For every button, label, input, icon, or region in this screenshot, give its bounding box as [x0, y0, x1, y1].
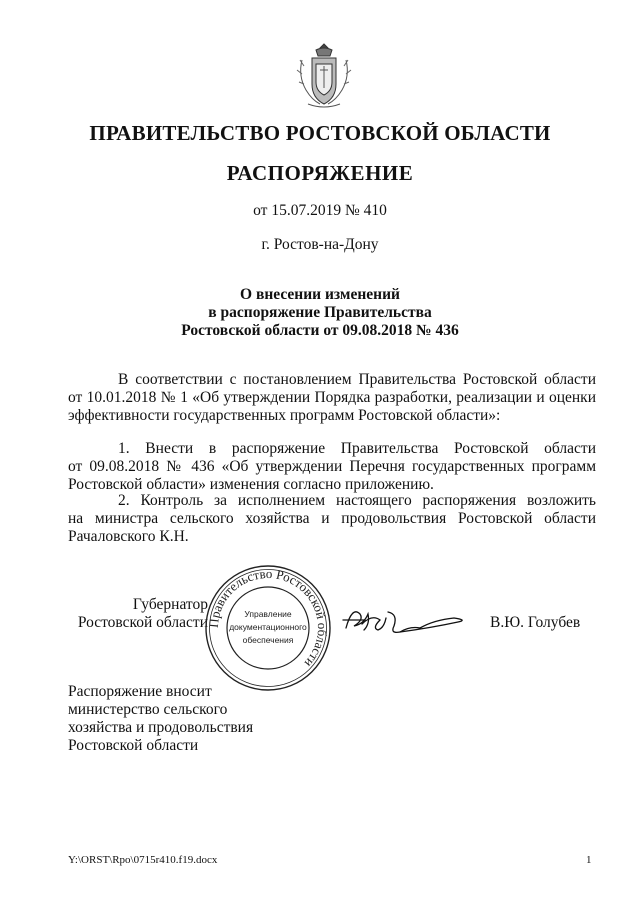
stamp-center-line-2: документационного [229, 622, 307, 632]
preamble-line-2: от 10.01.2018 № 1 «Об утверждении Порядка разработки, реализации и оценки [68, 389, 596, 406]
signatory-title-line-2: Ростовской области [77, 614, 208, 631]
handwritten-signature [340, 598, 470, 643]
stamp-center-line-3: обеспечения [242, 635, 294, 645]
city-line: г. Ростов-на-Дону [261, 236, 379, 253]
signatory-title [68, 596, 208, 632]
footer-page-number: 1 [586, 854, 592, 866]
item-1-line-2: от 09.08.2018 № 436 «Об утверждении Перечня государственных программ [68, 458, 596, 475]
item-2-paragraph [68, 492, 596, 546]
subject-line-3: Ростовской области от 09.08.2018 № 436 [181, 322, 459, 339]
footer-file-path: Y:\ORST\Rpo\0715r410.f19.docx [68, 854, 218, 866]
note-line-4: Ростовской области [68, 737, 199, 754]
subject-line-1: О внесении изменений [240, 286, 400, 303]
subject-line-2: в распоряжение Правительства [208, 304, 432, 321]
organization-title: ПРАВИТЕЛЬСТВО РОСТОВСКОЙ ОБЛАСТИ [89, 121, 551, 145]
preamble-line-1: В соответствии с постановлением Правительства Ростовской области [118, 371, 596, 388]
item-1-line-1: 1. Внести в распоряжение Правительства Ростовской области [118, 440, 596, 457]
document-type: РАСПОРЯЖЕНИЕ [226, 161, 414, 185]
preamble-line-3: эффективности государственных программ Ростовской области»: [68, 407, 501, 424]
item-1-paragraph [68, 440, 596, 494]
preamble-paragraph [68, 371, 596, 425]
note-line-1: Распоряжение вносит [68, 683, 212, 700]
item-2-line-1: 2. Контроль за исполнением настоящего распоряжения возложить [118, 492, 596, 509]
item-1-line-3: Ростовской области» изменения согласно приложению. [68, 476, 434, 493]
stamp-ring-textpath: Правительство Ростовской области [205, 565, 331, 671]
signatory-title-line-1: Губернатор [132, 596, 208, 613]
date-number-line: от 15.07.2019 № 410 [253, 202, 387, 219]
submission-note [68, 683, 253, 755]
signatory-name: В.Ю. Голубев [490, 614, 581, 631]
item-2-line-3: Рачаловского К.Н. [68, 528, 189, 545]
note-line-3: хозяйства и продовольствия [68, 719, 254, 736]
stamp-center-line-1: Управление [244, 609, 292, 619]
item-2-line-2: на министра сельского хозяйства и продовольствия Ростовской области [68, 510, 596, 527]
official-stamp [203, 563, 333, 693]
document-subject [0, 286, 640, 340]
coat-of-arms-icon [294, 40, 354, 112]
note-line-2: министерство сельского [68, 701, 228, 718]
